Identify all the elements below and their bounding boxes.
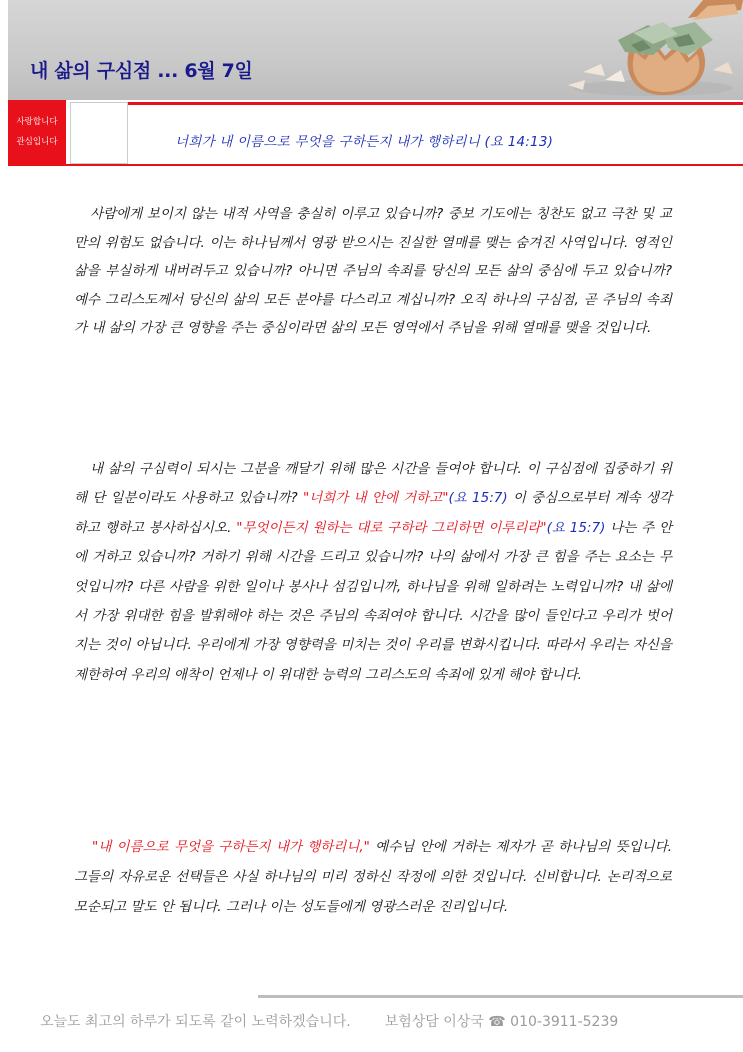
paragraph-2-text-a: 내 삶의 구심력이 되시는 그분을 깨달기 위해 많은 시간을 들여야 합니다. 이 구심점에 집중하기 위해 단 일분이라도 사용하고 있습니까? xyxy=(74,461,672,507)
paragraph-2-text-b: 이 중심으로부터 계속 생각하고 행하고 봉사하십시오. xyxy=(74,490,672,536)
footer-slogan: 오늘도 최고의 하루가 되도록 같이 노력하겠습니다. xyxy=(40,1014,351,1030)
badge-line-2: 관심입니다 xyxy=(16,137,58,147)
eggshell-money-illustration xyxy=(513,0,743,100)
verse-heading: 너희가 내 이름으로 무엇을 구하든지 내가 행하리니 (요 14:13) xyxy=(175,134,554,150)
paragraph-3-quote: "내 이름으로 무엇을 구하든지 내가 행하리니," xyxy=(92,839,370,855)
paragraph-2-text-c: 나는 주 안에 거하고 있습니까? 거하기 위해 시간을 드리고 있습니까? 나의 삶에서 가장 큰 힘을 주는 요소는 무엇입니까? 다른 사람을 위한 일이나 봉사나 섬김입니까, 하나님을 위해 일하려는 노력입니까? 내 삶에서 가장 위대한 힘을 발휘해야 하는 것은 주님의 속죄여야 합니다. 시간을 많이 들인다고 우리가 벗어지는 것이 아닙니다. 우리에게 가장 영향력을 미치는 것이 우리를 변화시킵니다. 따라서 우리는 자신을 제한하여 우리의 애착이 언제나 이 위대한 능력의 그리스도의 속죄에 있게 해야 합니다. xyxy=(74,519,672,683)
red-divider-top xyxy=(128,102,743,105)
footer-divider xyxy=(258,995,743,998)
paragraph-2-quote-2: "무엇이든지 원하는 대로 구하라 그리하면 이루리라" xyxy=(236,519,547,536)
paragraph-3-text: 예수님 안에 거하는 제자가 곧 하나님의 뜻입니다. 그들의 자유로운 선택들은 사실 하나님의 미리 정하신 작정에 의한 것입니다. 신비합니다. 논리적으로 모순되고 말도 안 됩니다. 그러나 이는 성도들에게 영광스러운 진리입니다. xyxy=(74,839,673,915)
footer xyxy=(40,1011,720,1031)
paragraph-2 xyxy=(74,455,672,690)
badge-box xyxy=(8,100,66,166)
badge-line-1: 사랑합니다 xyxy=(16,117,58,127)
red-divider-bottom xyxy=(66,164,743,166)
footer-contact: 보험상담 이상국 ☎ 010-3911-5239 xyxy=(384,1014,619,1030)
paragraph-1: 사람에게 보이지 않는 내적 사역을 충실히 이루고 있습니까? 중보 기도에는 칭찬도 없고 극찬 및 교만의 위험도 없습니다. 이는 하나님께서 영광 받으시는 진실한 열매를 맺는 숨겨진 사역입니다. 영적인 삶을 부실하게 내버려두고 있습니까? 아니면 주님의 속죄를 당신의 모든 삶의 중심에 두고 있습니까? 예수 그리스도께서 당신의 삶의 모든 분야를 다스리고 계십니까? 오직 하나의 구심점, 곧 주님의 속죄가 내 삶의 가장 큰 영향을 주는 중심이라면 삶의 모든 영역에서 주님을 위해 열매를 맺을 것입니다. xyxy=(74,206,672,337)
page-title: 내 삶의 구심점 ... 6월 7일 xyxy=(30,60,253,82)
photo-placeholder xyxy=(70,102,128,164)
paragraph-3 xyxy=(74,832,672,922)
paragraph-2-quote-1: "너희가 내 안에 거하고" xyxy=(302,490,449,507)
paragraph-2-ref-2: (요 15:7) xyxy=(546,519,606,536)
paragraph-2-ref-1: (요 15:7) xyxy=(448,490,508,507)
